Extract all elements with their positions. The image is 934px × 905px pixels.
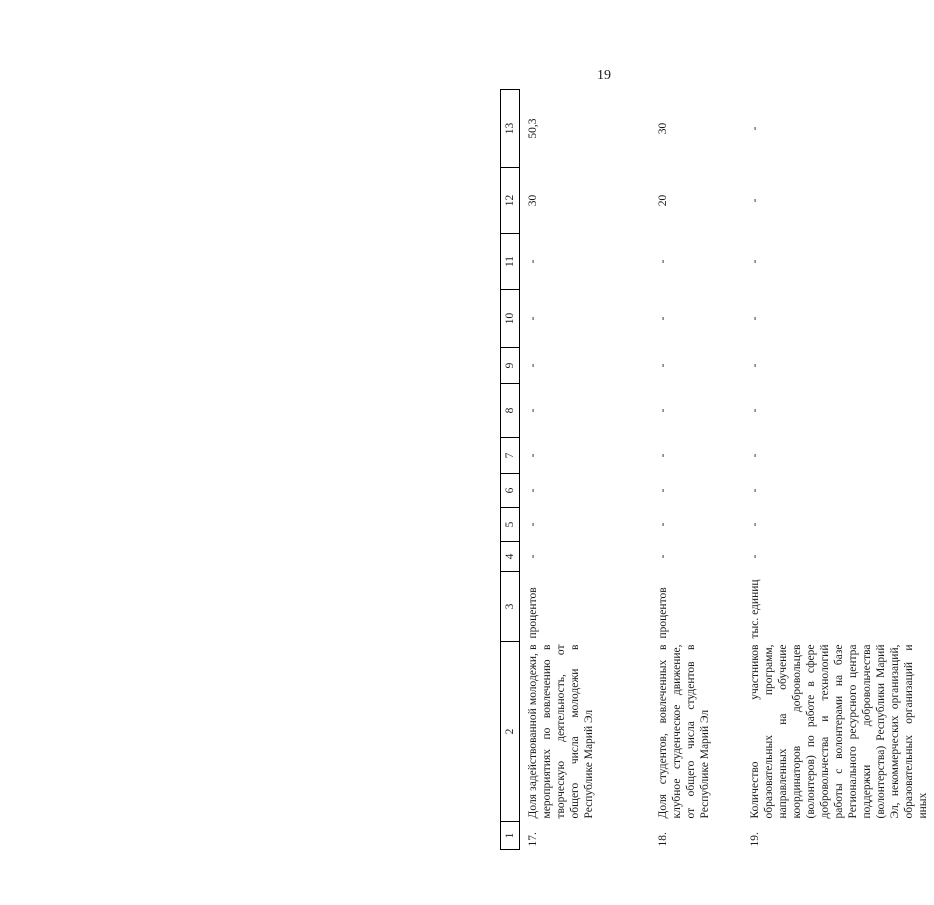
value-cell: - xyxy=(657,488,669,493)
value-cell: - xyxy=(657,316,669,321)
row-number: 19. xyxy=(749,832,761,847)
header-cell: 1 xyxy=(501,822,520,850)
indicator-name: Количество участников образовательных программ, направленных на обучение координаторов добровольцев (волонтеров) по работе в сфере добровольчества и технологий работы с волонтерами на базе Регионального ресурсного центра поддержки добровольчества (волонтерства) Республики Марий Эл, некоммерческих организаций, образовательных организаций и иных xyxy=(749,644,929,819)
value-cell: - xyxy=(657,363,669,368)
value-cell: - xyxy=(527,363,539,368)
value-cell: 20 xyxy=(657,194,669,207)
header-cell: 9 xyxy=(501,348,520,384)
value-cell: - xyxy=(749,408,761,413)
header-cell: 12 xyxy=(501,168,520,234)
value-cell: - xyxy=(749,363,761,368)
header-cell: 5 xyxy=(501,508,520,542)
value-cell: - xyxy=(657,408,669,413)
value-cell: - xyxy=(749,316,761,321)
header-cell: 2 xyxy=(501,642,520,822)
table-row xyxy=(650,90,742,850)
indicator-name: Доля студентов, вовлеченных в клубное студенческое движение, от общего числа студентов в Республике Марий Эл xyxy=(657,644,711,819)
value-cell: 30 xyxy=(657,122,669,135)
unit: процентов xyxy=(657,587,669,639)
header-cell: 6 xyxy=(501,474,520,508)
value-cell: - xyxy=(657,259,669,264)
row-number: 18. xyxy=(657,832,669,847)
value-cell: - xyxy=(749,522,761,527)
unit: процентов xyxy=(527,587,539,639)
table-row xyxy=(742,90,934,850)
value-cell: - xyxy=(749,126,761,131)
unit: тыс. единиц xyxy=(749,579,761,639)
header-cell: 10 xyxy=(501,290,520,348)
value-cell: - xyxy=(749,554,761,559)
value-cell: - xyxy=(527,453,539,458)
value-cell: - xyxy=(657,522,669,527)
indicators-table xyxy=(500,89,934,850)
indicator-name: Доля задействованной молодежи, в мероприятиях по вовлечению в творческую деятельность, от общего числа молодежи в Республике Марий Эл xyxy=(527,644,595,819)
value-cell: - xyxy=(527,408,539,413)
header-cell: 7 xyxy=(501,438,520,474)
header-cell: 11 xyxy=(501,234,520,290)
value-cell: - xyxy=(527,259,539,264)
header-cell: 3 xyxy=(501,572,520,642)
row-number: 17. xyxy=(527,832,539,847)
value-cell: - xyxy=(527,488,539,493)
header-cell: 4 xyxy=(501,542,520,572)
value-cell: - xyxy=(527,316,539,321)
value-cell: - xyxy=(657,453,669,458)
value-cell: 30 xyxy=(527,194,539,207)
rotated-table-frame xyxy=(500,90,929,850)
value-cell: - xyxy=(749,453,761,458)
header-cell: 13 xyxy=(501,90,520,168)
page-number: 19 xyxy=(597,68,611,83)
header-row xyxy=(501,90,520,850)
value-cell: - xyxy=(749,259,761,264)
value-cell: - xyxy=(527,554,539,559)
value-cell: - xyxy=(657,554,669,559)
value-cell: - xyxy=(527,522,539,527)
value-cell: 50,3 xyxy=(527,118,539,139)
value-cell: - xyxy=(749,198,761,203)
value-cell: - xyxy=(749,488,761,493)
header-cell: 8 xyxy=(501,384,520,438)
table-row xyxy=(520,90,651,850)
